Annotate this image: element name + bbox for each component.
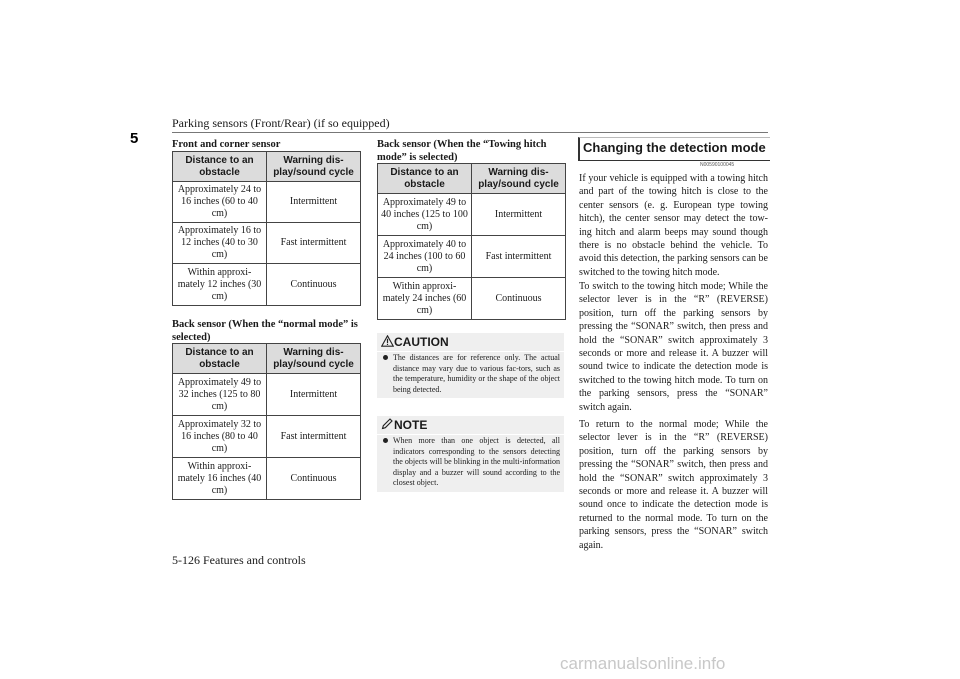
table-row [173,182,361,223]
warning-cell: Intermittent [267,182,361,223]
front-sensor-heading: Front and corner sensor [172,139,281,150]
table-row [378,278,566,320]
warning-cell: Intermittent [267,374,361,416]
caution-text-block [377,352,564,398]
back-towing-table [377,163,566,320]
pencil-icon [381,418,394,430]
distance-cell: Within approxi-mately 24 inches (60 cm) [378,278,472,320]
table-header-warning: Warning dis-play/sound cycle [472,164,566,194]
watermark: carmanualsonline.info [560,654,726,673]
warning-triangle-icon [381,335,394,347]
distance-cell: Approximately 32 to 16 inches (80 to 40 cm) [173,416,267,458]
section-title-text: Changing the detection mode [583,140,766,155]
note-header [377,416,564,434]
table-header-distance: Distance to an obstacle [173,344,267,374]
bullet-icon [383,438,388,443]
table-row [173,458,361,500]
distance-cell: Approximately 40 to 24 inches (100 to 60 cm) [378,236,472,278]
note-text: When more than one object is detected, all indicators corresponding to the sensors detecting the objects will be blinking in the multi-information display and a buzzer will sound according to the closest object. [393,436,560,487]
table-row [173,374,361,416]
table-header-distance: Distance to an obstacle [173,152,267,182]
warning-cell: Continuous [472,278,566,320]
table-row [173,416,361,458]
section-title [578,137,770,161]
warning-cell: Intermittent [472,194,566,236]
header-rule [172,132,768,133]
warning-cell: Continuous [267,264,361,306]
table-row [378,194,566,236]
warning-cell: Fast intermittent [267,223,361,264]
distance-cell: Within approxi-mately 16 inches (40 cm) [173,458,267,500]
caution-text: The distances are for reference only. The actual distance may vary due to various fac-tors, such as the temperature, humidity or the shape of the object being detected. [393,353,560,394]
table-row [378,236,566,278]
distance-cell: Within approxi-mately 12 inches (30 cm) [173,264,267,306]
section-code: N00590100045 [700,162,735,168]
note-label: NOTE [394,418,428,432]
table-header-warning: Warning dis-play/sound cycle [267,344,361,374]
table-row [173,223,361,264]
paragraph-normal-mode: To return to the normal mode; While the selector lever is in the “R” (REVERSE) position, turn off the parking sensors by pressing the “SONAR” switch, then press and hold the “SONAR” switch approximately 3 seconds or more and release it. A buzzer will sound once to indicate the detection mode is returned to the normal mode. To turn on the parking sensors, press the “SONAR” switch again. [579,419,768,551]
distance-cell: Approximately 16 to 12 inches (40 to 30 cm) [173,223,267,264]
running-header-title: Parking sensors (Front/Rear) (if so equipped) [172,116,390,130]
paragraph-intro: If your vehicle is equipped with a towing hitch and part of the towing hitch is close to the center sensors (e. g. European type towing hitch), the center sensor may detect the tow-ing hitch and alarm beeps may sound though there is no obstacle behind the vehicle. To avoid this detection, the parking sensors can be switched to the towing hitch mode. [579,173,768,278]
distance-cell: Approximately 24 to 16 inches (60 to 40 cm) [173,182,267,223]
chapter-tab: 5 [130,130,139,147]
back-normal-table [172,343,361,500]
table-header-warning: Warning dis-play/sound cycle [267,152,361,182]
paragraph-towing-mode: To switch to the towing hitch mode; While the selector lever is in the “R” (REVERSE) position, turn off the parking sensors by pressing the “SONAR” switch, then press and hold the “SONAR” switch approximately 3 seconds or more and release it. A buzzer will sound twice to indicate the detection mode is switched to the towing hitch mode. To turn on the parking sensors, press the “SONAR” switch again. [579,281,768,413]
back-normal-heading: Back sensor (When the “normal mode” is selected) [172,319,358,343]
front-sensor-table [172,151,361,306]
table-row [173,264,361,306]
note-text-block [377,435,564,492]
warning-cell: Fast intermittent [267,416,361,458]
caution-header [377,333,564,351]
warning-cell: Fast intermittent [472,236,566,278]
page-number: 5-126 Features and controls [172,553,306,567]
note-box [377,416,564,492]
caution-label: CAUTION [394,335,449,349]
caution-box [377,333,564,398]
distance-cell: Approximately 49 to 40 inches (125 to 100 cm) [378,194,472,236]
table-header-distance: Distance to an obstacle [378,164,472,194]
warning-cell: Continuous [267,458,361,500]
bullet-icon [383,355,388,360]
distance-cell: Approximately 49 to 32 inches (125 to 80 cm) [173,374,267,416]
back-towing-heading: Back sensor (When the “Towing hitch mode” is selected) [377,139,547,163]
